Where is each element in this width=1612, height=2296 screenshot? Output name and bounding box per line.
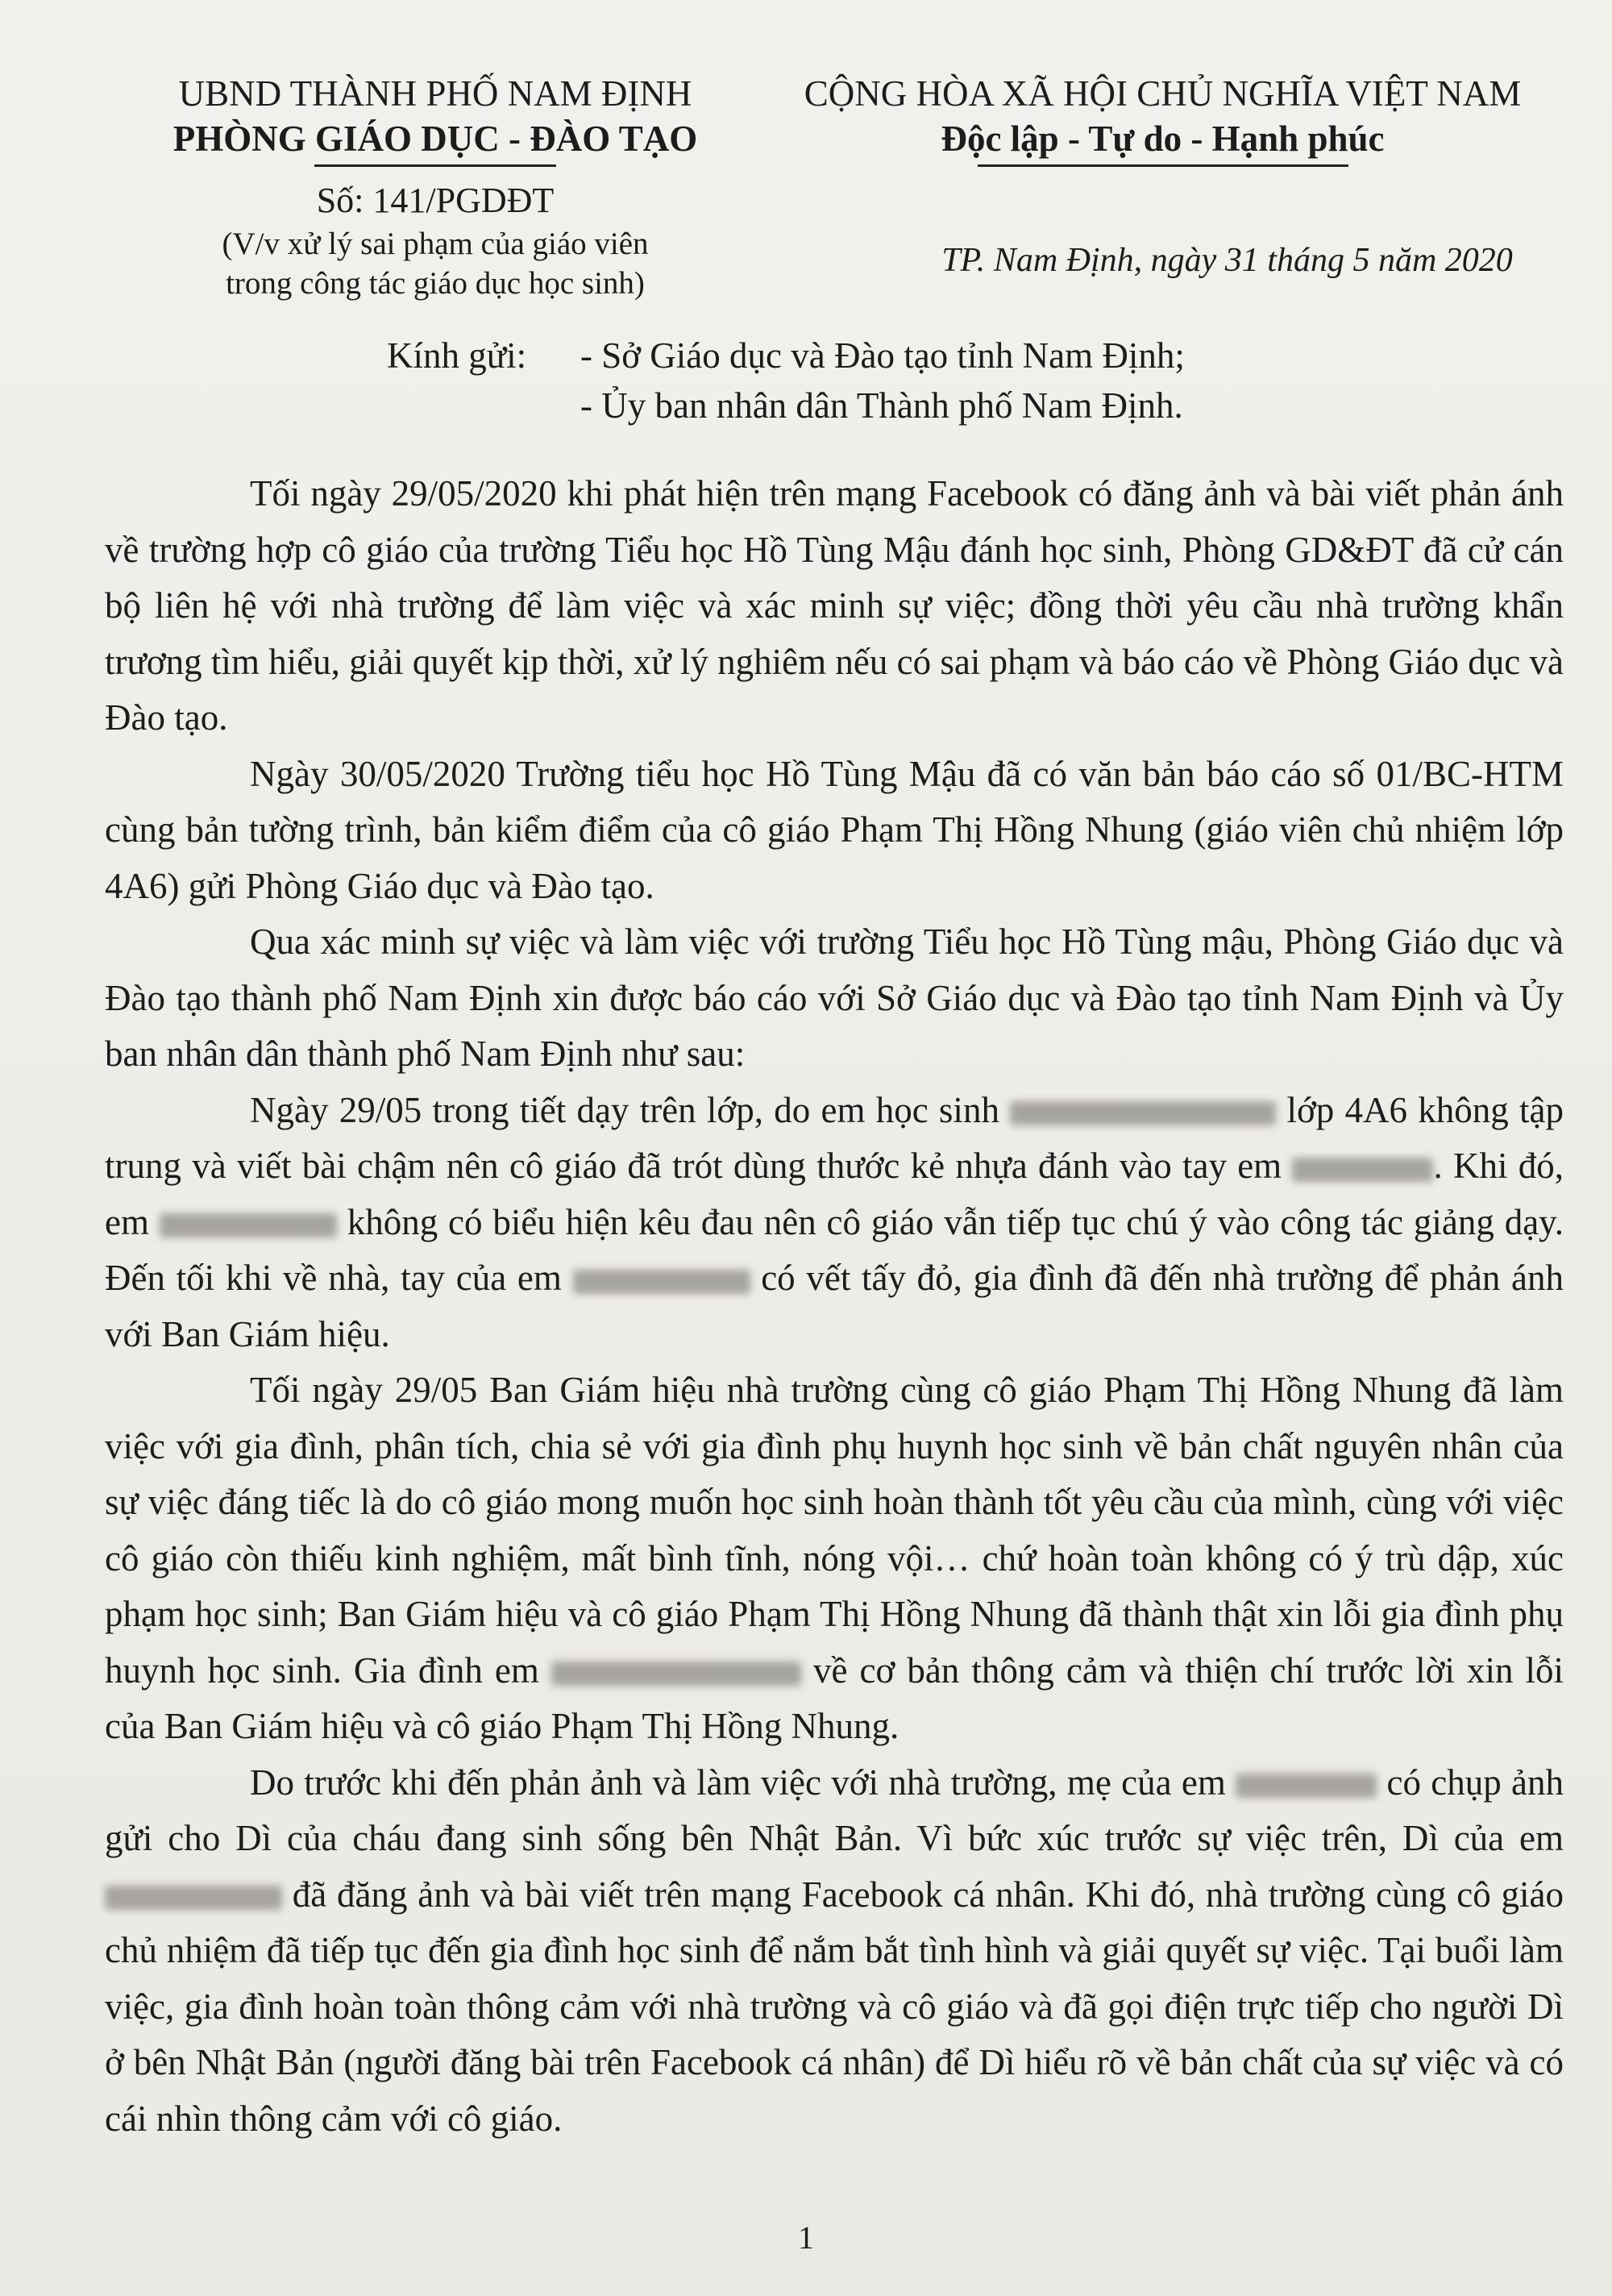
redacted-student-name [160, 1213, 337, 1237]
document-body [105, 466, 1564, 2147]
redacted-student-name [1010, 1101, 1276, 1125]
redacted-student-name [551, 1662, 801, 1686]
recipients-block [387, 331, 1185, 430]
redacted-student-name [573, 1270, 750, 1294]
text-span: đã đăng ảnh và bài viết trên mạng Facebook cá nhân. Khi đó, nhà trường cùng cô giáo chủ nhiệm đã tiếp tục đến gia đình học sinh để nắm bắt tình hình và giải quyết sự việc. Tại buổi làm việc, gia đình hoàn toàn thông cảm với nhà trường và cô giáo và đã gọi điện trực tiếp cho người Dì ở bên Nhật Bản (người đăng bài trên Facebook cá nhân) để Dì hiểu rõ về bản chất của sự việc và có cái nhìn thông cảm với cô giáo. [105, 1874, 1564, 2139]
text-span: không có biểu hiện kêu đau nên cô giáo vẫn tiếp tục chú ý vào công tác giảng dạy. Đến tối khi về nhà, tay của em [105, 1201, 1564, 1298]
paragraph-3: Qua xác minh sự việc và làm việc với trường Tiểu học Hồ Tùng mậu, Phòng Giáo dục và Đào tạo thành phố Nam Định xin được báo cáo với Sở Giáo dục và Đào tạo tỉnh Nam Định và Ủy ban nhân dân thành phố Nam Định như sau: [105, 921, 1564, 1074]
national-header [778, 71, 1548, 281]
document-subject-line2: trong công tác giáo dục học sinh) [226, 266, 645, 301]
text-span: có chụp ảnh gửi cho Dì của cháu đang sinh sống bên Nhật Bản. Vì bức xúc trước sự việc trên, Dì của em [105, 1762, 1564, 1858]
text-span: Do trước khi đến phản ảnh và làm việc với nhà trường, mẹ của em [250, 1762, 1226, 1803]
redacted-student-name [1292, 1158, 1433, 1182]
recipient-row-1 [387, 331, 1185, 381]
page-number: 1 [798, 2219, 814, 2256]
national-motto: Độc lập - Tự do - Hạnh phúc [941, 119, 1385, 159]
issuer-header [113, 71, 758, 302]
issuing-department: PHÒNG GIÁO DỤC - ĐÀO TẠO [172, 119, 698, 159]
place-date: TP. Nam Định, ngày 31 tháng 5 năm 2020 [941, 242, 1513, 279]
country-name: CỘNG HÒA XÃ HỘI CHỦ NGHĨA VIỆT NAM [804, 73, 1522, 114]
paragraph-2: Ngày 30/05/2020 Trường tiểu học Hồ Tùng Mậu đã có văn bản báo cáo số 01/BC-HTM cùng bản tường trình, bản kiểm điểm của cô giáo Phạm Thị Hồng Nhung (giáo viên chủ nhiệm lớp 4A6) gửi Phòng Giáo dục và Đào tạo. [105, 753, 1564, 906]
redacted-student-name [1236, 1774, 1377, 1798]
document-number: Số: 141/PGDĐT [316, 181, 555, 220]
text-span: về cơ bản thông cảm và thiện chí trước lời xin lỗi của Ban Giám hiệu và cô giáo Phạm Thị Hồng Nhung. [105, 1649, 1564, 1746]
paragraph-5 [105, 1362, 1564, 1755]
paragraph-6 [105, 1755, 1564, 2148]
text-span: có vết tấy đỏ, gia đình đã đến nhà trường để phản ánh với Ban Giám hiệu. [105, 1258, 1564, 1354]
recipient-item: - Ủy ban nhân dân Thành phố Nam Định. [580, 385, 1183, 426]
document-subject-line1: (V/v xử lý sai phạm của giáo viên [222, 227, 649, 261]
text-span: Tối ngày 29/05 Ban Giám hiệu nhà trường cùng cô giáo Phạm Thị Hồng Nhung đã làm việc với gia đình, phân tích, chia sẻ với gia đình phụ huynh học sinh về bản chất nguyên nhân của sự việc đáng tiếc là do cô giáo mong muốn học sinh hoàn thành tốt yêu cầu của mình, cùng với việc cô giáo còn thiếu kinh nghiệm, mất bình tĩnh, nóng vội… chứ hoàn toàn không có ý trù dập, xúc phạm học sinh; Ban Giám hiệu và cô giáo Phạm Thị Hồng Nhung đã thành thật xin lỗi gia đình phụ huynh học sinh. Gia đình em [105, 1370, 1564, 1691]
paragraph-4 [105, 1083, 1564, 1363]
recipients-label: Kính gửi: [387, 335, 527, 376]
motto-underline [978, 164, 1348, 167]
text-span: . Khi đó, em [105, 1146, 1564, 1242]
issuing-authority: UBND THÀNH PHỐ NAM ĐỊNH [178, 73, 692, 114]
redacted-student-name [105, 1886, 282, 1910]
text-span: lớp 4A6 không tập trung và viết bài chậm nên cô giáo đã trót dùng thước kẻ nhựa đánh vào tay em [105, 1089, 1564, 1186]
department-underline [314, 164, 556, 167]
recipient-row-2 [387, 381, 1185, 430]
recipient-item: - Sở Giáo dục và Đào tạo tỉnh Nam Định; [580, 335, 1185, 376]
paragraph-1: Tối ngày 29/05/2020 khi phát hiện trên mạng Facebook có đăng ảnh và bài viết phản ánh về trường hợp cô giáo của trường Tiểu học Hồ Tùng Mậu đánh học sinh, Phòng GD&ĐT đã cử cán bộ liên hệ với nhà trường để làm việc và xác minh sự việc; đồng thời yêu cầu nhà trường khẩn trương tìm hiểu, giải quyết kịp thời, xử lý nghiêm nếu có sai phạm và báo cáo về Phòng Giáo dục và Đào tạo. [105, 473, 1564, 738]
text-span: Ngày 29/05 trong tiết dạy trên lớp, do em học sinh [250, 1089, 999, 1130]
